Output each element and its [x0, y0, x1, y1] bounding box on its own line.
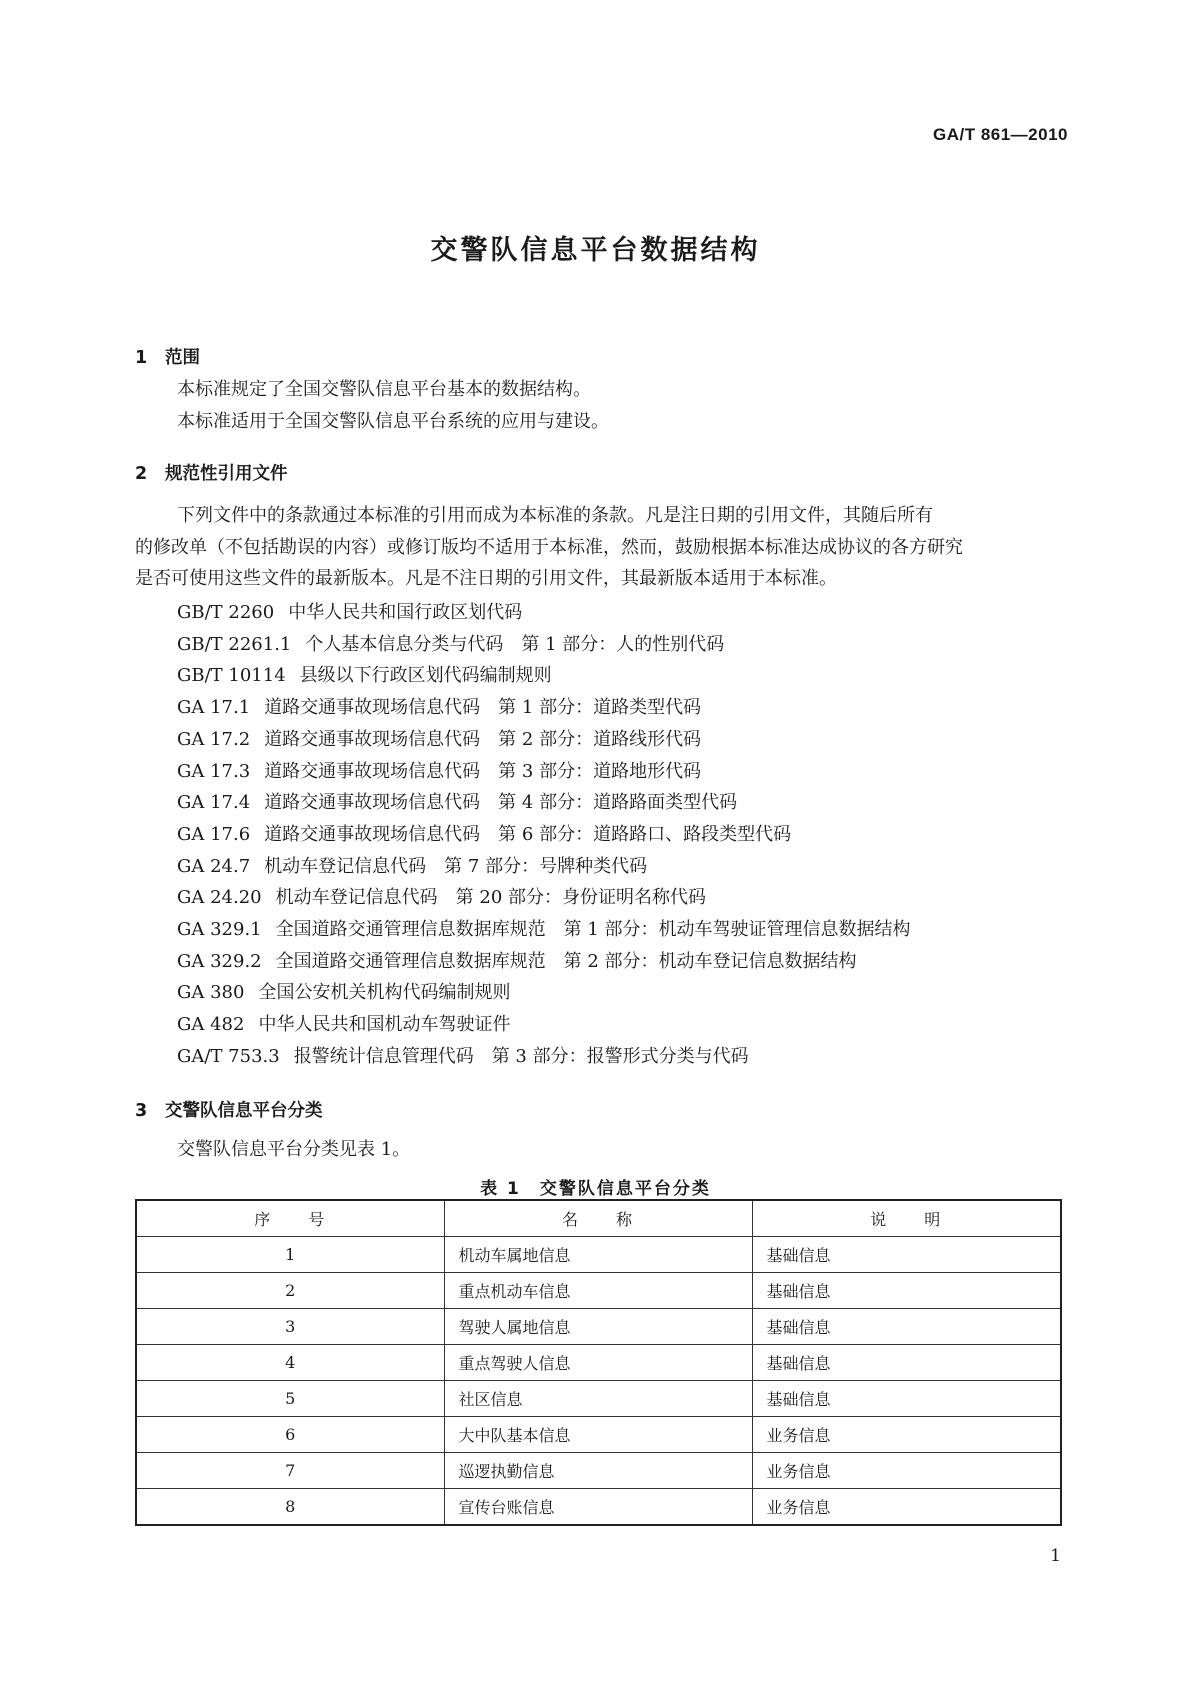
reference-code: GA 17.3 — [177, 760, 251, 782]
paragraph-line: 下列文件中的条款通过本标准的引用而成为本标准的条款。凡是注日期的引用文件，其随后所有 — [177, 505, 933, 526]
reference-title: 道路交通事故现场信息代码 第 3 部分：道路地形代码 — [264, 760, 702, 782]
cell-number: 1 — [136, 1237, 444, 1273]
section-title: 交警队信息平台分类 — [165, 1101, 323, 1121]
paragraph: 本标准适用于全国交警队信息平台系统的应用与建设。 — [177, 410, 609, 432]
reference-code: GA 380 — [177, 982, 245, 1004]
section-1-body — [135, 374, 1062, 437]
column-header: 说 明 — [752, 1200, 1061, 1237]
column-header: 名 称 — [444, 1200, 752, 1237]
cell-description: 基础信息 — [752, 1381, 1061, 1417]
paragraph-line: 是否可使用这些文件的最新版本。凡是不注日期的引用文件，其最新版本适用于本标准。 — [135, 568, 837, 589]
section-3-heading — [135, 1097, 323, 1122]
reference-item — [177, 882, 911, 914]
reference-item — [177, 851, 911, 883]
document-title: 交警队信息平台数据结构 — [430, 235, 761, 266]
reference-title: 道路交通事故现场信息代码 第 4 部分：道路路面类型代码 — [264, 792, 738, 814]
table-row — [136, 1309, 1061, 1345]
reference-title: 中华人民共和国机动车驾驶证件 — [258, 1014, 511, 1036]
standard-code: GA/T 861—2010 — [932, 125, 1068, 144]
reference-title: 全国道路交通管理信息数据库规范 第 2 部分：机动车登记信息数据结构 — [275, 950, 857, 972]
table-row — [136, 1345, 1061, 1381]
cell-number: 6 — [136, 1417, 444, 1453]
reference-title: 全国道路交通管理信息数据库规范 第 1 部分：机动车驾驶证管理信息数据结构 — [275, 919, 911, 941]
cell-description: 基础信息 — [752, 1309, 1061, 1345]
cell-number: 5 — [136, 1381, 444, 1417]
reference-item — [177, 946, 911, 978]
cell-name: 宣传台账信息 — [444, 1489, 752, 1526]
paragraph: 本标准规定了全国交警队信息平台基本的数据结构。 — [177, 379, 591, 400]
reference-item — [177, 597, 911, 629]
cell-description: 业务信息 — [752, 1417, 1061, 1453]
reference-item — [177, 692, 911, 724]
cell-description: 业务信息 — [752, 1453, 1061, 1489]
reference-title: 机动车登记信息代码 第 20 部分：身份证明名称代码 — [275, 887, 706, 909]
section-2-intro — [135, 500, 1062, 595]
cell-description: 基础信息 — [752, 1345, 1061, 1381]
reference-code: GB/T 10114 — [177, 665, 286, 687]
cell-description: 基础信息 — [752, 1273, 1061, 1309]
section-1-heading — [135, 344, 200, 369]
table-row — [136, 1417, 1061, 1453]
reference-title: 报警统计信息管理代码 第 3 部分：报警形式分类与代码 — [293, 1045, 749, 1067]
table-row — [136, 1381, 1061, 1417]
table-caption: 表 1 交警队信息平台分类 — [480, 1179, 711, 1199]
reference-code: GA 482 — [177, 1014, 245, 1036]
reference-code: GA 329.1 — [177, 919, 262, 941]
section-3-body — [135, 1134, 1062, 1166]
section-number: 1 — [135, 348, 148, 368]
section-title: 范围 — [165, 348, 200, 368]
reference-item — [177, 660, 911, 692]
cell-description: 业务信息 — [752, 1489, 1061, 1526]
reference-title: 县级以下行政区划代码编制规则 — [299, 665, 552, 687]
paragraph: 交警队信息平台分类见表 1。 — [177, 1139, 411, 1160]
reference-list — [177, 597, 911, 1073]
reference-code: GA 24.7 — [177, 855, 251, 877]
reference-title: 个人基本信息分类与代码 第 1 部分：人的性别代码 — [305, 633, 725, 655]
cell-number: 8 — [136, 1489, 444, 1526]
reference-code: GA/T 753.3 — [177, 1045, 280, 1067]
reference-item — [177, 724, 911, 756]
table-row — [136, 1453, 1061, 1489]
reference-item — [177, 1009, 911, 1041]
reference-item — [177, 819, 911, 851]
reference-item — [177, 756, 911, 788]
reference-item — [177, 787, 911, 819]
cell-description: 基础信息 — [752, 1237, 1061, 1273]
reference-title: 机动车登记信息代码 第 7 部分：号牌种类代码 — [264, 855, 648, 877]
cell-name: 巡逻执勤信息 — [444, 1453, 752, 1489]
reference-title: 全国公安机关机构代码编制规则 — [258, 982, 511, 1004]
table-row — [136, 1237, 1061, 1273]
column-header: 序 号 — [136, 1200, 444, 1237]
reference-code: GA 24.20 — [177, 887, 262, 909]
cell-name: 驾驶人属地信息 — [444, 1309, 752, 1345]
reference-code: GB/T 2261.1 — [177, 633, 292, 655]
paragraph-line: 的修改单（不包括勘误的内容）或修订版均不适用于本标准，然而，鼓励根据本标准达成协议的各方研究 — [135, 536, 963, 558]
cell-name: 重点机动车信息 — [444, 1273, 752, 1309]
reference-code: GA 17.1 — [177, 697, 251, 719]
reference-code: GB/T 2260 — [177, 602, 275, 623]
cell-name: 社区信息 — [444, 1381, 752, 1417]
section-2-heading — [135, 460, 288, 485]
cell-number: 4 — [136, 1345, 444, 1381]
cell-number: 7 — [136, 1453, 444, 1489]
reference-code: GA 17.4 — [177, 792, 251, 814]
table-row — [136, 1273, 1061, 1309]
cell-name: 机动车属地信息 — [444, 1237, 752, 1273]
table-row — [136, 1489, 1061, 1526]
reference-code: GA 17.2 — [177, 728, 251, 750]
table-header-row — [136, 1200, 1061, 1237]
reference-title: 道路交通事故现场信息代码 第 6 部分：道路路口、路段类型代码 — [264, 823, 792, 845]
cell-number: 2 — [136, 1273, 444, 1309]
cell-name: 重点驾驶人信息 — [444, 1345, 752, 1381]
classification-table — [135, 1199, 1062, 1526]
reference-title: 道路交通事故现场信息代码 第 1 部分：道路类型代码 — [264, 697, 702, 719]
reference-item — [177, 629, 911, 661]
section-number: 2 — [135, 464, 148, 484]
section-title: 规范性引用文件 — [165, 464, 288, 484]
cell-number: 3 — [136, 1309, 444, 1345]
page-number: 1 — [1050, 1546, 1061, 1566]
reference-title: 中华人民共和国行政区划代码 — [288, 602, 523, 623]
reference-code: GA 17.6 — [177, 823, 251, 845]
reference-item — [177, 1041, 911, 1073]
reference-title: 道路交通事故现场信息代码 第 2 部分：道路线形代码 — [264, 728, 702, 750]
reference-item — [177, 977, 911, 1009]
reference-item — [177, 914, 911, 946]
cell-name: 大中队基本信息 — [444, 1417, 752, 1453]
reference-code: GA 329.2 — [177, 950, 262, 972]
section-number: 3 — [135, 1101, 148, 1121]
